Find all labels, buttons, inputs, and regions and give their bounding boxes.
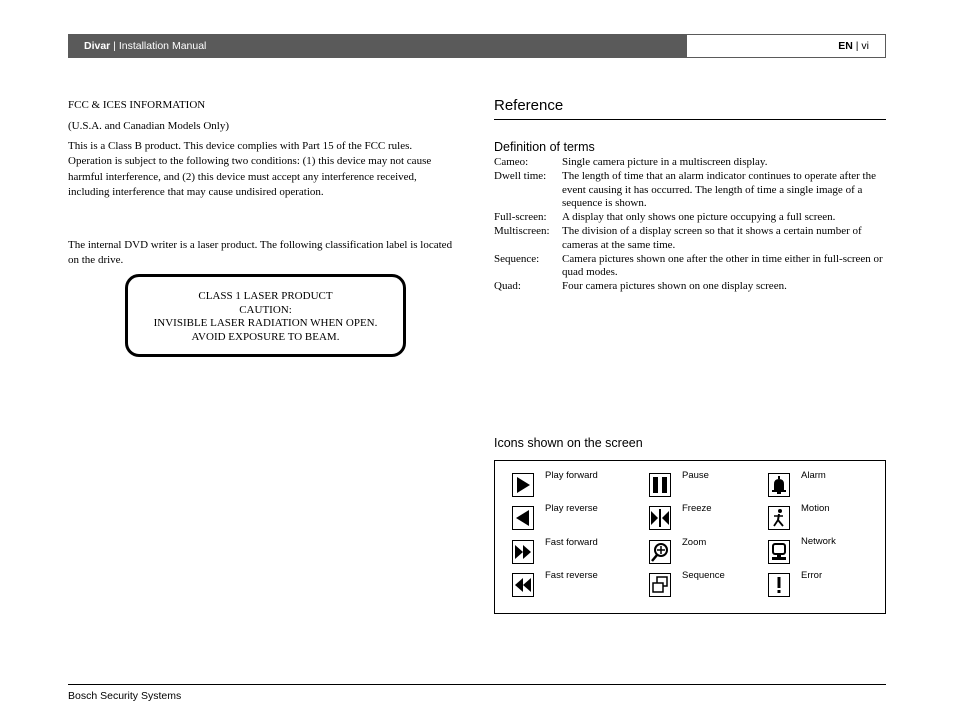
definitions-list [494, 156, 886, 294]
icon-label: Play reverse [545, 503, 598, 514]
definition-term: Full-screen: [494, 211, 547, 224]
definition-row [494, 253, 886, 281]
icon-label: Fast reverse [545, 570, 598, 581]
definition-term: Sequence: [494, 252, 540, 265]
definition-row [494, 280, 886, 294]
definition-term: Multiscreen: [494, 224, 550, 237]
definition-description: The length of time that an alarm indicator continues to operate after the event causing it has occurred. The length of time a single image of a sequence is shown. [562, 169, 876, 210]
product-name: Divar [84, 40, 111, 52]
play-forward-icon [512, 473, 534, 497]
laser-label-line-2: CAUTION: [239, 303, 292, 316]
freeze-icon [649, 506, 671, 530]
definition-row [494, 156, 886, 170]
sequence-icon [649, 573, 671, 597]
fcc-section [68, 98, 458, 200]
fast-forward-icon [512, 540, 534, 564]
icons-table [494, 460, 886, 614]
definition-term: Quad: [494, 280, 521, 293]
laser-classification-label [125, 274, 406, 357]
dvd-writer-text: The internal DVD writer is a laser product. The following classification label is located on the drive. [68, 239, 453, 267]
definition-description: Camera pictures shown one after the other in time either in full-screen or quad modes. [562, 252, 883, 279]
laser-label-line-3: INVISIBLE LASER RADIATION WHEN OPEN. [153, 317, 378, 330]
definition-row [494, 225, 886, 253]
icons-heading: Icons shown on the screen [494, 436, 643, 450]
fast-reverse-icon [512, 573, 534, 597]
definition-description: Four camera pictures shown on one display screen. [562, 280, 787, 293]
icon-label: Play forward [545, 470, 598, 481]
fcc-subtitle: (U.S.A. and Canadian Models Only) [68, 120, 230, 133]
definition-term: Cameo: [494, 156, 529, 168]
network-icon [768, 540, 790, 564]
reference-rule [494, 119, 886, 120]
document-title: Installation Manual [118, 40, 207, 52]
icon-label: Fast forward [545, 537, 598, 548]
icon-label: Pause [682, 470, 709, 481]
pause-icon [649, 473, 671, 497]
icon-label: Motion [801, 503, 830, 514]
footer-company: Bosch Security Systems [68, 690, 182, 702]
definition-term: Dwell time: [494, 169, 547, 182]
icon-label: Sequence [682, 570, 725, 581]
icon-label: Network [801, 536, 836, 547]
definition-row [494, 211, 886, 225]
error-icon [768, 573, 790, 597]
definitions-heading: Definition of terms [494, 140, 595, 154]
definition-description: The division of a display screen so that it shows a certain number of cameras at the same time. [562, 224, 862, 251]
alarm-icon [768, 473, 790, 497]
page-separator: | [852, 40, 862, 52]
icon-label: Zoom [682, 537, 707, 548]
definition-description: Single camera picture in a multiscreen display. [562, 156, 768, 168]
icon-label: Alarm [801, 470, 826, 481]
motion-icon [768, 506, 790, 530]
play-reverse-icon [512, 506, 534, 530]
laser-label-line-1: CLASS 1 LASER PRODUCT [198, 290, 333, 302]
language-code: EN [838, 40, 853, 52]
icon-label: Error [801, 570, 823, 581]
page-indicator [686, 34, 886, 58]
fcc-body: This is a Class B product. This device complies with Part 15 of the FCC rules. Operation is subject to the following two conditions: (1) this device may not cause harmful interference, and (2) this device must accept any interference received, including interference that may cause undisired operation. [68, 139, 432, 199]
reference-heading: Reference [494, 97, 564, 114]
fcc-title: FCC & ICES INFORMATION [68, 99, 206, 111]
page-number: vi [861, 40, 869, 52]
definition-row [494, 170, 886, 211]
laser-label-line-4: AVOID EXPOSURE TO BEAM. [191, 330, 340, 343]
header-bar [68, 34, 686, 58]
header-separator: | [110, 40, 119, 52]
definition-description: A display that only shows one picture occupying a full screen. [562, 211, 836, 224]
icon-label: Freeze [682, 503, 712, 514]
zoom-icon [649, 540, 671, 564]
footer-rule [68, 684, 886, 685]
